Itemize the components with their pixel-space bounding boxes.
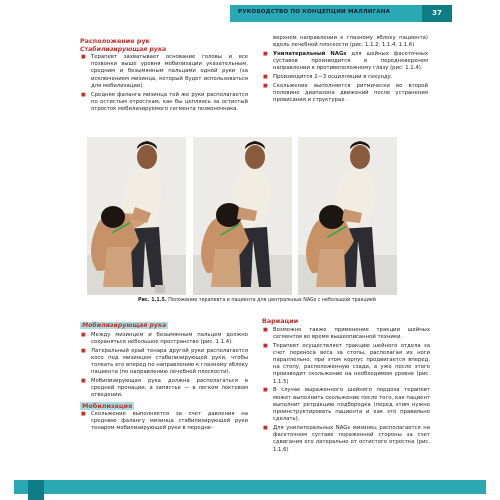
footer-bar — [14, 480, 486, 494]
list-item: ■ Терапевт осуществляет тракцию шейного отдела за счет переноса веса за стопы, располагая их ноги параллельно, при этом корпус продвигается вперед, на стопу, расположенную сзади, а уже после этого производит скольжение на необходимом уровне (рис. 1.1.5) — [262, 343, 430, 386]
list-item: ■ Средняя фаланга мизинца той же руки располагается по остистым отросткам, как бы цепляясь за остистый отросток мобилизируемого сегмента позвоночника. — [80, 92, 248, 114]
list-item: ■ Скольжение выполняется за счет давления на среднюю фалангу мизинца стабилизирующей руки тенаром мобилизирующей руки в передне- — [80, 411, 248, 433]
section-title-hand-position: Расположение рук — [80, 37, 150, 45]
figure-caption-text: Положение терапевта и пациента для центральных NAGs с небольшой тракцией — [166, 298, 376, 303]
list-item: ■ Возможно также применение тракции шейных сегментов во время вышеописанной техники. — [262, 327, 430, 341]
list-item: ■ В случае выраженного шейного лордоза терапевт может выполнить скольжение после того, как пациент выполнит ретракцию подбородка (перед этим нужно проинструктировать пациента и как это правильно сделать). — [262, 387, 430, 423]
footer-tab — [28, 480, 44, 500]
bullet-list — [262, 327, 430, 454]
photo-therapist-patient-1 — [87, 137, 186, 295]
running-header: РУКОВОДСТВО ПО КОНЦЕПЦИИ МАЛЛИГАНА — [238, 9, 391, 15]
list-item: ■ Латеральный край тенара другой руки располагается косо под мизинцем стабилизирующей руки, чтобы толкать его вперед по направлению к глазному яблоку пациента (по направлению лечебной плоскости). — [80, 348, 248, 377]
bullet-list — [262, 51, 428, 105]
photo-therapist-patient-2 — [193, 137, 292, 295]
page-number: 37 — [422, 5, 452, 22]
photo-illustration — [193, 137, 292, 295]
photo-illustration — [298, 137, 397, 295]
bullet-list — [80, 411, 248, 433]
subsection-title-stabilizing-hand: Стабилизирующая рука — [80, 45, 167, 53]
subsection-title-mobilizing-hand: Мобилизирующая рука — [82, 322, 167, 329]
bullet-list — [80, 332, 248, 400]
figure-number: Рис. 1.1.5. — [138, 298, 167, 303]
top-left-column — [80, 38, 248, 115]
bold-lead: Унилатеральный NAGs — [273, 51, 347, 57]
list-item: ■ Терапевт захватывает основание головы и все позвонки выше уровня мобилизации указательным, средним и безымянным пальцами одной руки (за исключением мизинца, который будет использоваться для мобилизации). — [80, 54, 248, 90]
list-item: ■ Мобилизирующая рука должна располагаться в средней пронации, а запястье — в легком локтевом отведении. — [80, 378, 248, 400]
list-item: ■ Унилатеральный NAGs для шейных фасеточных суставов производится в передневерхнем направлении к противоположному глазу (рис. 1.1.4). — [262, 51, 428, 73]
top-right-column — [262, 35, 428, 106]
list-item: ■ Производится 2—3 осцилляции в секунду. — [262, 74, 428, 81]
continued-text: верхнем направлении к глазному яблоку пациента) вдоль лечебной плоскости (рис. 1.1.2, 1.1.4, 1.1.6) — [273, 35, 428, 49]
list-item: ■ Для унилатеральных NAGs мизинец располагается на фасеточном суставе пораженной стороны за счет сдвигания его латерально от остистого отростка (рис. 1.1.6) — [262, 425, 430, 454]
section-title-mobilization: Мобилизация — [82, 401, 133, 410]
bottom-right-column — [262, 318, 430, 455]
photo-therapist-patient-3 — [298, 137, 397, 295]
section-title-variations: Вариации — [262, 317, 299, 325]
bottom-left-column — [80, 322, 248, 434]
bullet-list — [80, 54, 248, 113]
figure-caption — [138, 298, 376, 303]
list-item: ■ Между мизинцем и безымянным пальцем должно сохраняться небольшое пространство (рис. 1.1.4). — [80, 332, 248, 346]
list-item: ■ Скольжение выполняется ритмически во второй половине диапазона движений после устранения провисания и структурах. — [262, 83, 428, 105]
photo-illustration — [87, 137, 186, 295]
